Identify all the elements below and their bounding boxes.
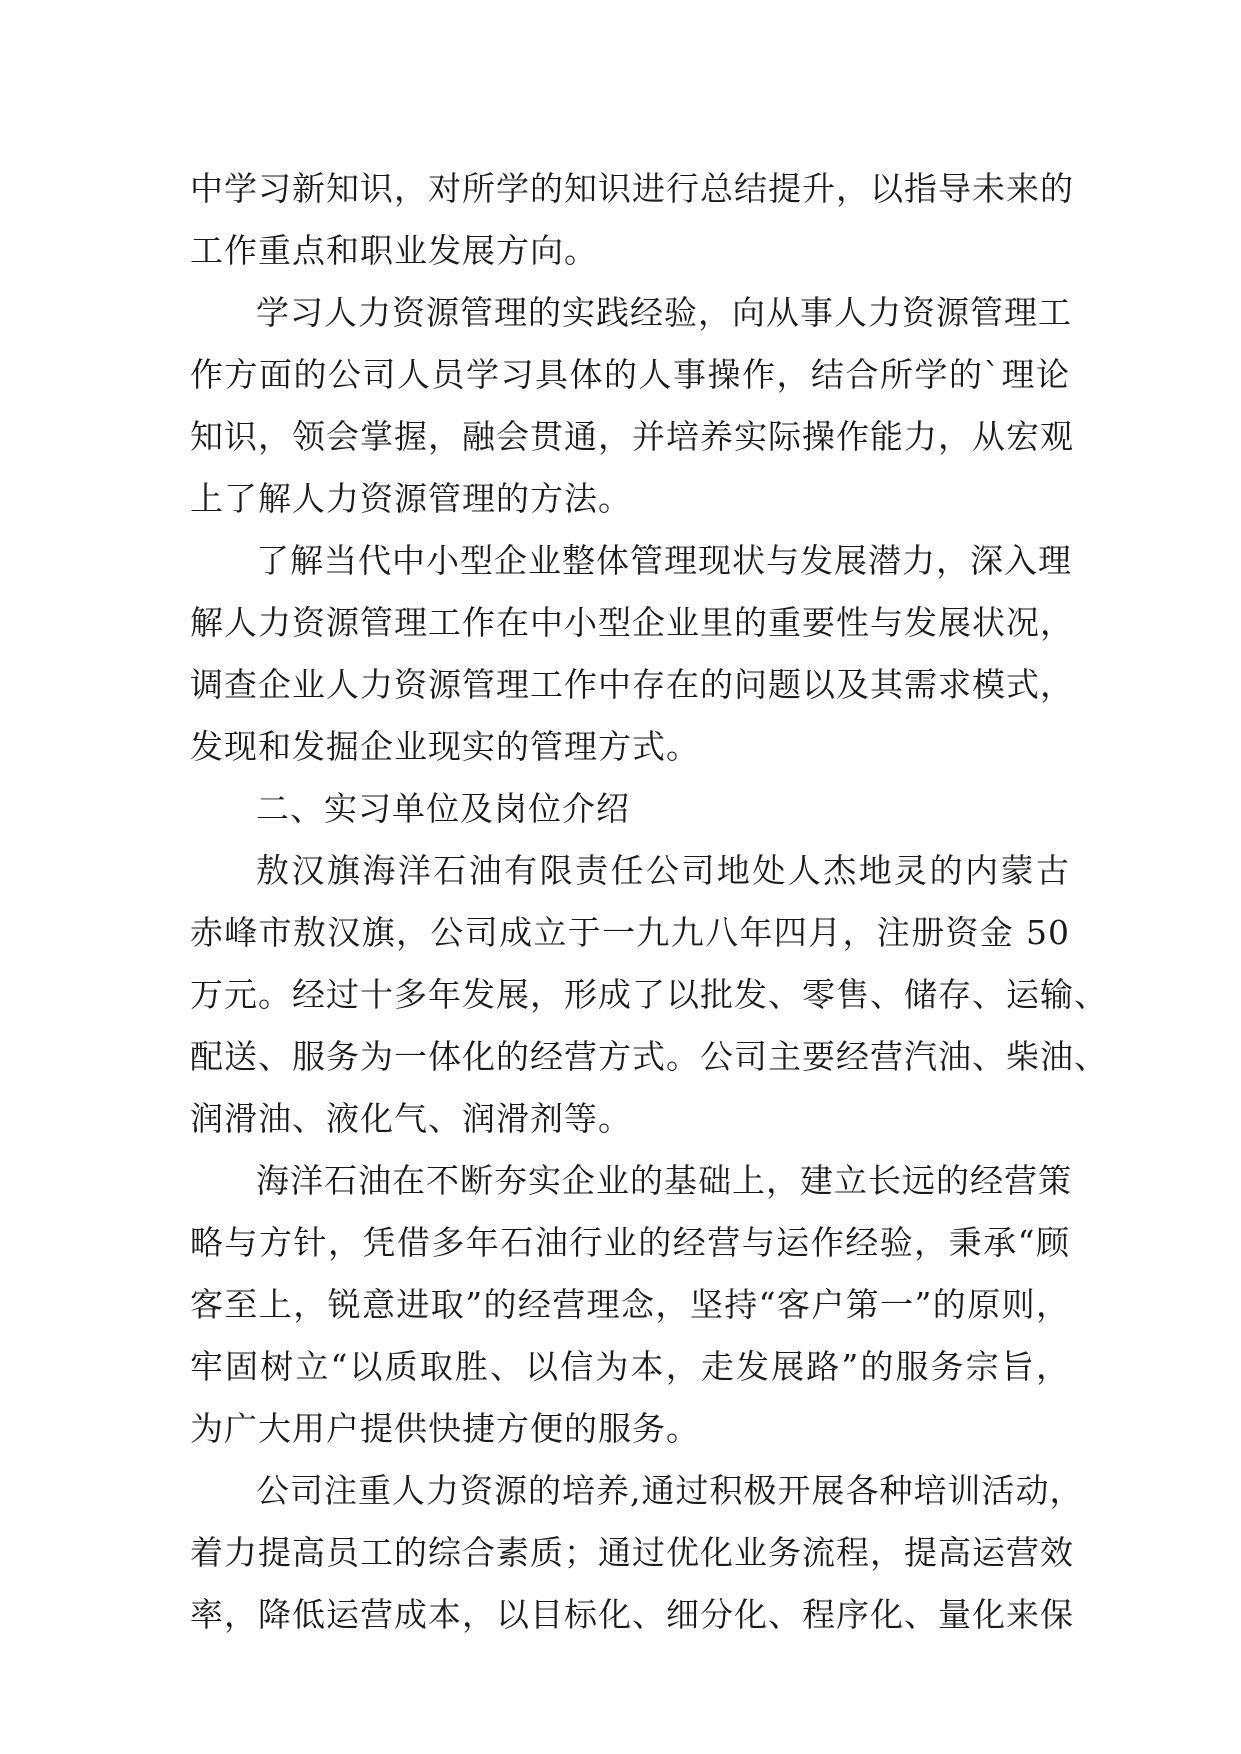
text-line: 中学习新知识，对所学的知识进行总结提升，以指导未来的 [190,169,1074,208]
text-line: 牢固树立“以质取胜、以信为本，走发展路”的服务宗旨， [190,1347,1070,1386]
text-line: 客至上，锐意进取”的经营理念，坚持“客户第一”的原则， [190,1285,1070,1324]
text-line: 着力提高员工的综合素质；通过优化业务流程，提高运营效 [190,1533,1074,1572]
text-line: 率，降低运营成本，以目标化、细分化、程序化、量化来保 [190,1595,1074,1634]
text-line: 配送、服务为一体化的经营方式。公司主要经营汽油、柴油、 [190,1037,1108,1076]
text-line: 公司注重人力资源的培养,通过积极开展各种培训活动， [256,1471,1084,1510]
text-line: 工作重点和职业发展方向。 [190,231,598,270]
text-line: 为广大用户提供快捷方便的服务。 [190,1409,700,1448]
text-line: 学习人力资源管理的实践经验，向从事人力资源管理工 [256,293,1072,332]
text-line: 调查企业人力资源管理工作中存在的问题以及其需求模式， [190,665,1074,704]
text-line: 发现和发掘企业现实的管理方式。 [190,727,700,766]
text-line: 解人力资源管理工作在中小型企业里的重要性与发展状况， [190,603,1074,642]
text-line: 赤峰市敖汉旗，公司成立于一九九八年四月，注册资金 50 [190,913,1070,952]
text-line: 作方面的公司人员学习具体的人事操作，结合所学的`理论 [190,355,1070,394]
text-line: 海洋石油在不断夯实企业的基础上，建立长远的经营策 [256,1161,1072,1200]
section-heading: 二、实习单位及岗位介绍 [256,789,630,828]
document-body [190,158,1108,1646]
text-line: 万元。经过十多年发展，形成了以批发、零售、储存、运输、 [190,975,1108,1014]
text-line: 略与方针，凭借多年石油行业的经营与运作经验，秉承“顾 [190,1223,1070,1262]
text-line: 润滑油、液化气、润滑剂等。 [190,1099,632,1138]
text-line: 了解当代中小型企业整体管理现状与发展潜力，深入理 [256,541,1072,580]
text-line: 上了解人力资源管理的方法。 [190,479,632,518]
text-line: 知识，领会掌握，融会贯通，并培养实际操作能力，从宏观 [190,417,1074,456]
text-line: 敖汉旗海洋石油有限责任公司地处人杰地灵的内蒙古 [256,851,1070,890]
